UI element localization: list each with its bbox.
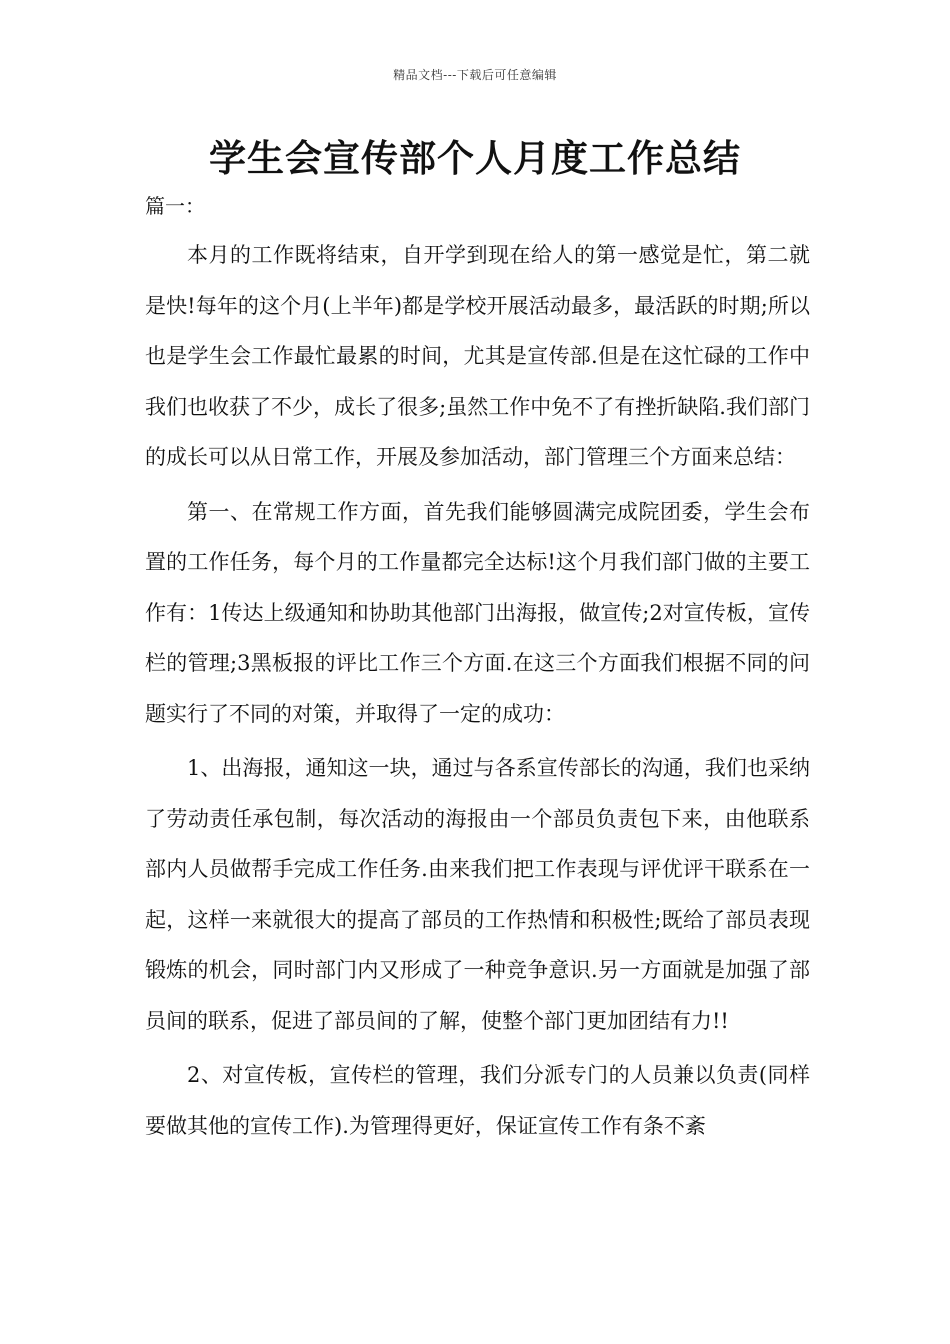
paragraph-posters: 1、出海报，通知这一块，通过与各系宣传部长的沟通，我们也采纳了劳动责任承包制，每次活动的海报由一个部员负责包下来，由他联系部内人员做帮手完成工作任务.由来我们把工作表现与评优评干联系在一起，这样一来就很大的提高了部员的工作热情和积极性;既给了部员表现锻炼的机会，同时部门内又形成了一种竞争意识.另一方面就是加强了部员间的联系，促进了部员间的了解，使整个部门更加团结有力!! (145, 756, 810, 1033)
body-text (145, 230, 810, 1155)
document-title: 学生会宣传部个人月度工作总结 (209, 136, 741, 180)
section-label: 篇一： (145, 194, 205, 218)
header-note: 精品文档---下载后可任意编辑 (393, 68, 557, 82)
paragraph-routine-work: 第一、在常规工作方面，首先我们能够圆满完成院团委，学生会布置的工作任务，每个月的工作量都完全达标!这个月我们部门做的主要工作有：1传达上级通知和协助其他部门出海报，做宣传;2对宣传板，宣传栏的管理;3黑板报的评比工作三个方面.在这三个方面我们根据不同的问题实行了不同的对策，并取得了一定的成功： (145, 499, 810, 726)
paragraph-boards: 2、对宣传板，宣传栏的管理，我们分派专门的人员兼以负责(同样要做其他的宣传工作).为管理得更好，保证宣传工作有条不紊 (145, 1063, 810, 1138)
paragraph-intro: 本月的工作既将结束，自开学到现在给人的第一感觉是忙，第二就是快!每年的这个月(上半年)都是学校开展活动最多，最活跃的时期;所以也是学生会工作最忙最累的时间，尤其是宣传部.但是在这忙碌的工作中我们也收获了不少，成长了很多;虽然工作中免不了有挫折缺陷.我们部门的成长可以从日常工作，开展及参加活动，部门管理三个方面来总结： (145, 243, 810, 469)
